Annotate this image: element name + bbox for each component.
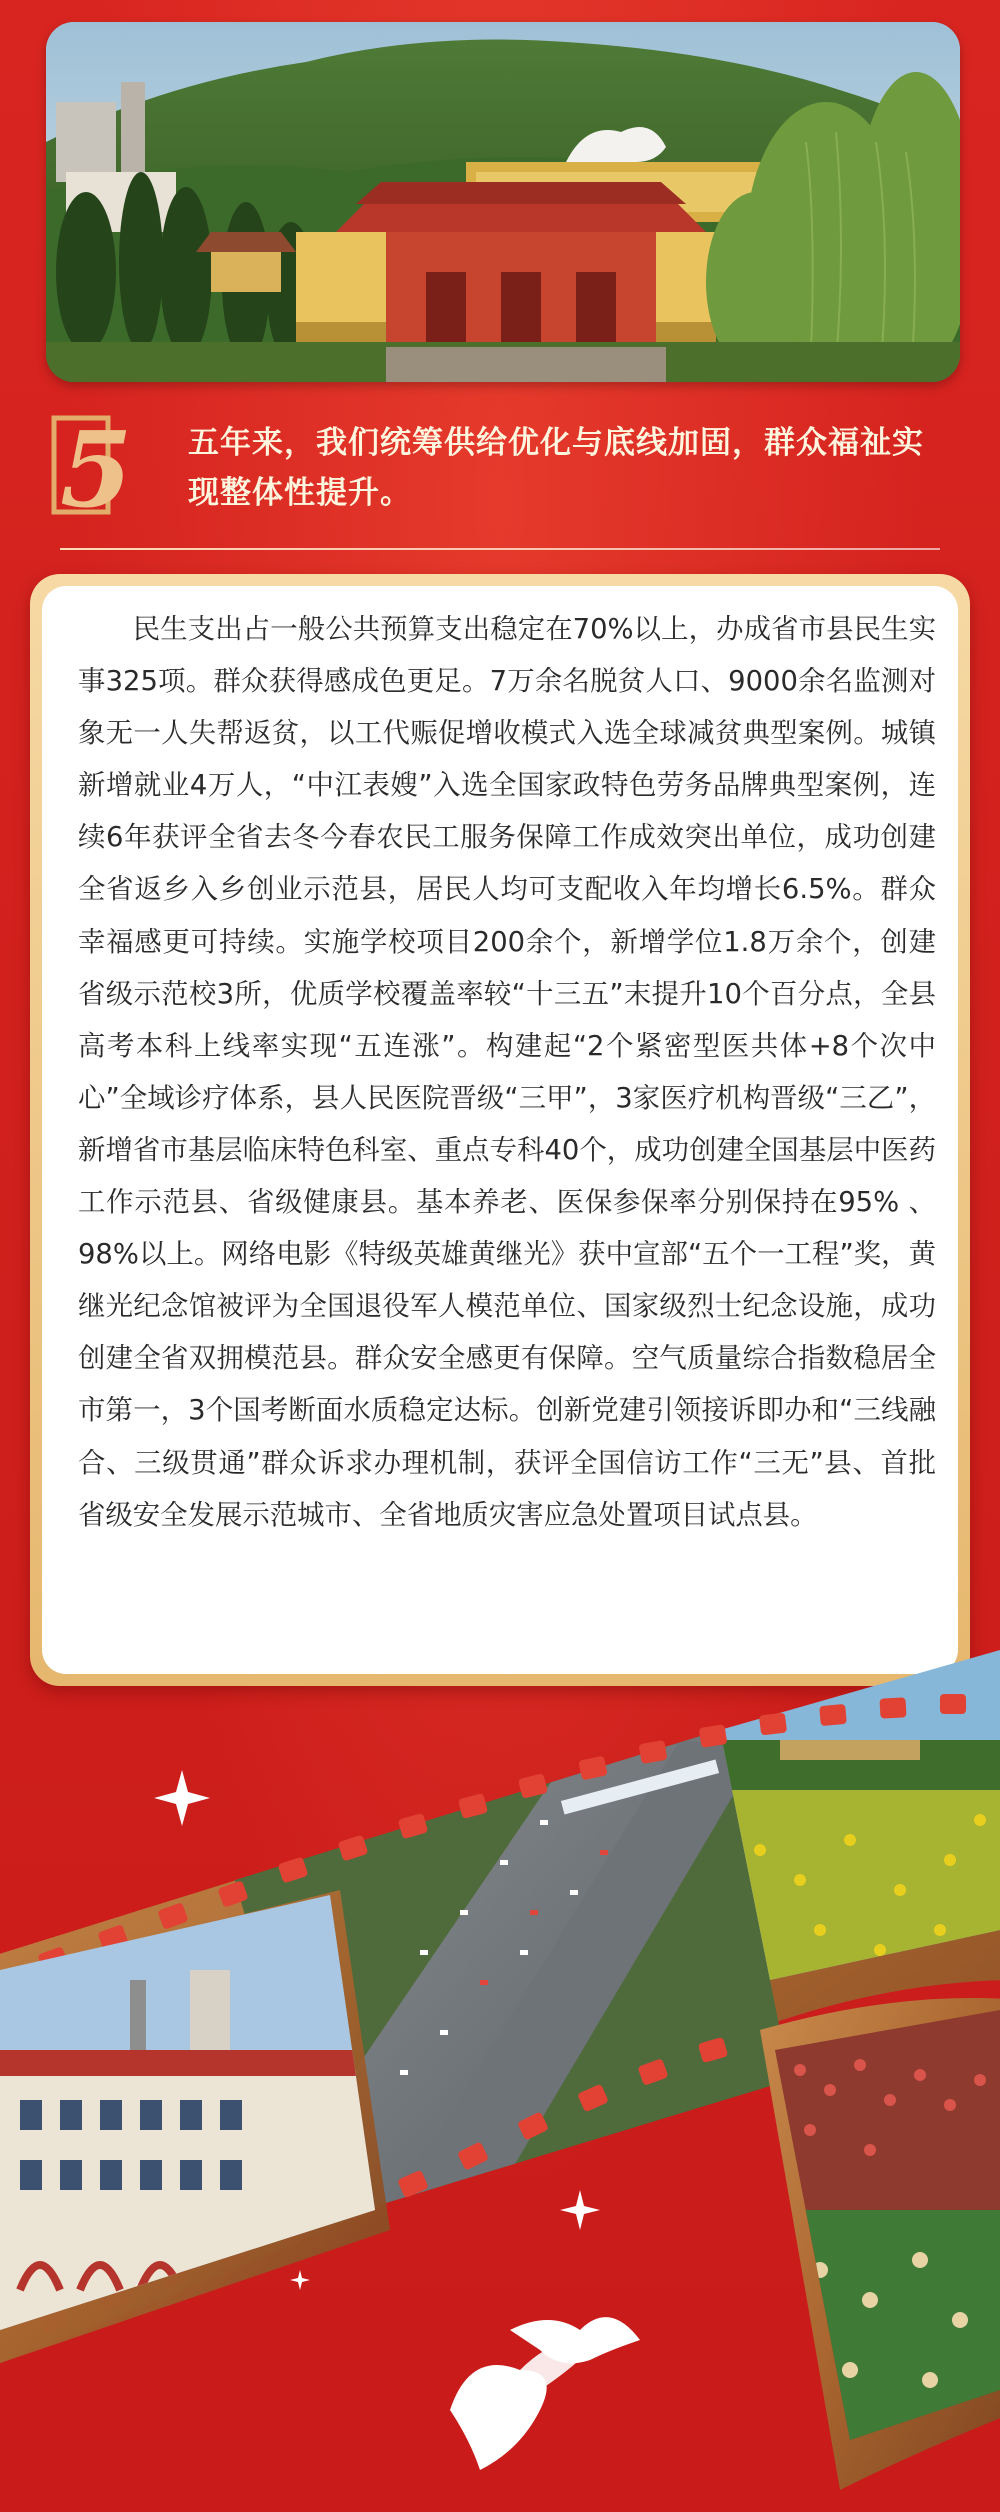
section-number-badge — [50, 408, 160, 528]
memorial-hall-photo — [46, 22, 960, 382]
section-number: 5 — [60, 408, 133, 528]
memorial-hall-illustration — [46, 22, 960, 382]
dove-icon — [450, 2317, 640, 2470]
heading-divider — [60, 548, 940, 550]
body-paragraph: 民生支出占一般公共预算支出稳定在70%以上，办成省市县民生实事325项。群众获得感成色更足。7万余名脱贫人口、9000余名监测对象无一人失帮返贫，以工代赈促增收模式入选全球减贫典型案例。城镇新增就业4万人，“中江表嫂”入选全国家政特色劳务品牌典型案例，连续6年获评全省去冬今春农民工服务保障工作成效突出单位，成功创建全省返乡入乡创业示范县，居民人均可支配收入年均增长6.5%。群众幸福感更可持续。实施学校项目200余个，新增学位1.8万余个，创建省级示范校3所，优质学校覆盖率较“十三五”末提升10个百分点，全县高考本科上线率实现“五连涨”。构建起“2个紧密型医共体+8个次中心”全域诊疗体系，县人民医院晋级“三甲”，3家医疗机构晋级“三乙”，新增省市基层临床特色科室、重点专科40个，成功创建全国基层中医药工作示范县、省级健康县。基本养老、医保参保率分别保持在95% 、98%以上。网络电影《特级英雄黄继光》获中宣部“五个一工程”奖，黄继光纪念馆被评为全国退役军人模范单位、国家级烈士纪念设施，成功创建全省双拥模范县。群众安全感更有保障。空气质量综合指数稳居全市第一，3个国考断面水质稳定达标。创新党建引领接诉即办和“三线融合、三级贯通”群众诉求办理机制，获评全国信访工作“三无”县、首批省级安全发展示范城市、全省地质灾害应急处置项目试点县。 — [78, 614, 936, 1531]
section-heading: 五年来，我们统筹供给优化与底线加固，群众福祉实现整体性提升。 — [188, 425, 924, 511]
film-strip-decoration — [0, 1650, 1000, 2512]
